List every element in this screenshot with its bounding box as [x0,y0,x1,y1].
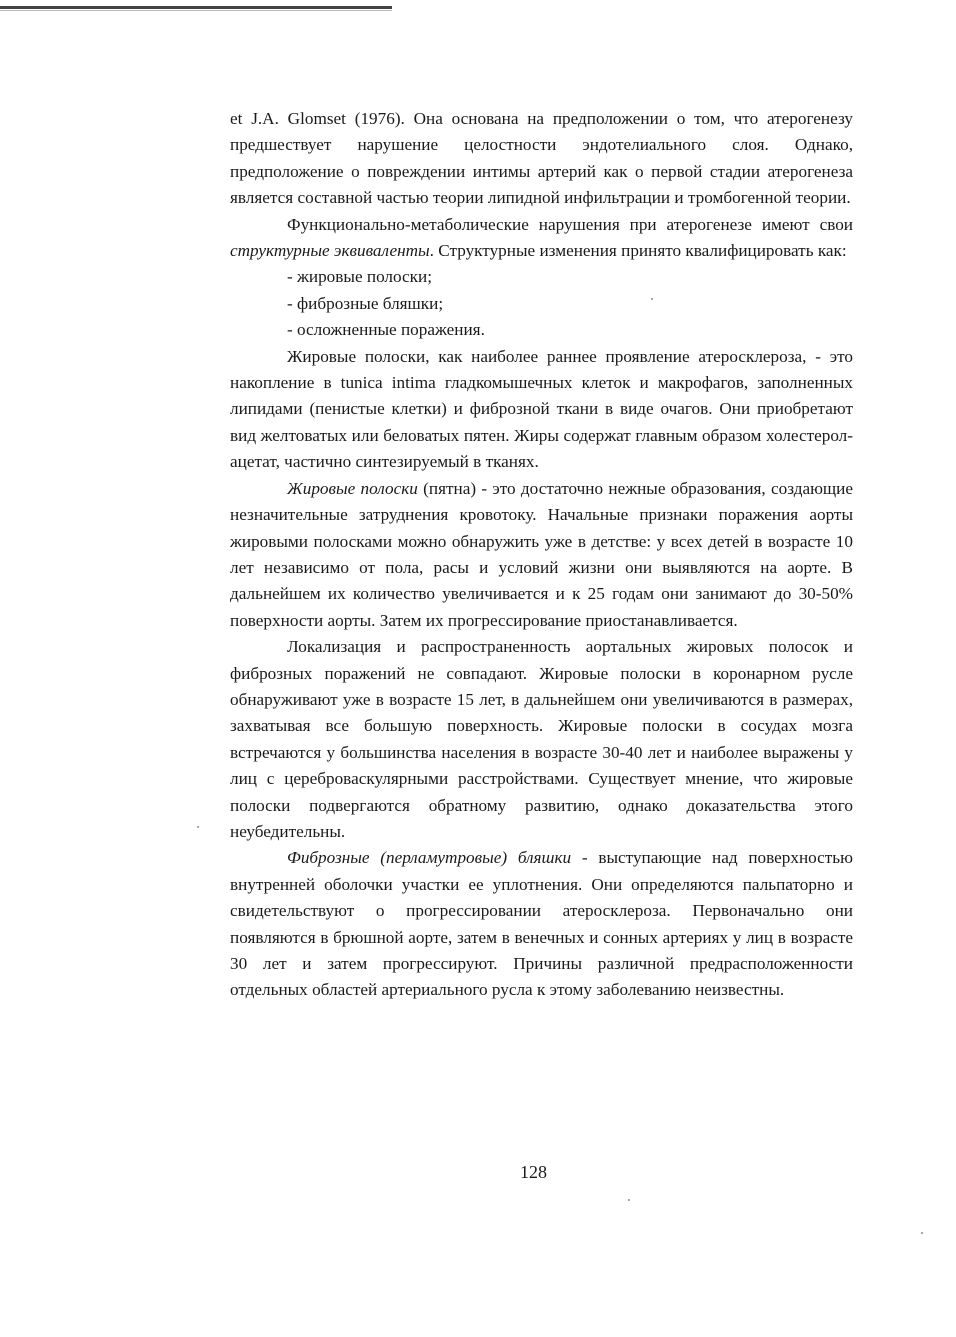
list-item [230,317,853,343]
scan-speck [921,1232,923,1234]
italic-term: структурные эквиваленты [230,241,430,261]
italic-term: Фиброзные (перламутровые) бляшки [287,848,572,868]
text-run: - жировые полоски; [287,267,432,287]
text-run: . Структурные изменения принято квалифицировать как: [429,241,847,261]
paragraph [230,344,853,476]
paragraph [230,634,853,845]
paragraph [230,845,853,1003]
text-run: (пятна) - это достаточно нежные образования, создающие незначительные затруднения кровотоку. Начальные признаки поражения аорты жировыми полосками можно обнаружить уже в детстве: у всех детей в возрасте 10 лет независимо от пола, расы и условий жизни они выявляются на аорте. В дальнейшем их количество увеличивается и к 25 годам они занимают до 30-50% поверхности аорты. Затем их прогрессирование приостанавливается. [230,478,853,630]
text-run: Жировые полоски, как наиболее раннее проявление атеросклероза, - это накопление в tunica intima гладкомышечных клеток и макрофагов, заполненных липидами (пенистые клетки) и фиброзной ткани в виде очагов. Они приобретают вид желтоватых или беловатых пятен. Жиры содержат главным образом холестерол-ацетат, частично синтезируемый в тканях. [230,346,853,472]
page-body-text [230,106,853,1004]
text-run: - фиброзные бляшки; [287,293,444,313]
scan-top-rule-thin [0,10,392,11]
scan-speck [197,826,199,828]
text-run: Функционально-метаболические нарушения при атерогенезе имеют свои [287,214,853,234]
scan-speck [651,298,653,300]
list-item [230,264,853,290]
paragraph [230,106,853,212]
page-number: 128 [520,1162,547,1182]
paragraph [230,212,853,265]
scan-speck [628,1199,630,1201]
italic-term: Жировые полоски [287,478,418,498]
text-run: Локализация и распространенность аортальных жировых полосок и фиброзных поражений не совпадают. Жировые полоски в коронарном русле обнаруживают уже в возрасте 15 лет, в дальнейшем они увеличиваются в размерах, захватывая все большую поверхность. Жировые полоски в сосудах мозга встречаются у большинства населения в возрасте 30-40 лет и наиболее выражены у лиц с цереброваскулярными расстройствами. Существует мнение, что жировые полоски подвергаются обратному развитию, однако доказательства этого неубедительны. [230,637,853,841]
scan-top-rule [0,6,392,9]
paragraph [230,476,853,634]
text-run: - выступающие над поверхностью внутренней оболочки участки ее уплотнения. Они определяются пальпаторно и свидетельствуют о прогрессировании атеросклероза. Первоначально они появляются в брюшной аорте, затем в венечных и сонных артериях у лиц в возрасте 30 лет и затем прогрессируют. Причины различной предрасположенности отдельных областей артериального русла к этому заболеванию неизвестны. [230,848,853,1000]
list-item [230,291,853,317]
text-run: - осложненные поражения. [287,320,485,340]
text-run: et J.A. Glomset (1976). Она основана на предположении о том, что атерогенезу предшествует нарушение целостности эндотелиального слоя. Однако, предположение о повреждении интимы артерий как о первой стадии атерогенеза является составной частью теории липидной инфильтрации и тромбогенной теории. [230,109,853,208]
